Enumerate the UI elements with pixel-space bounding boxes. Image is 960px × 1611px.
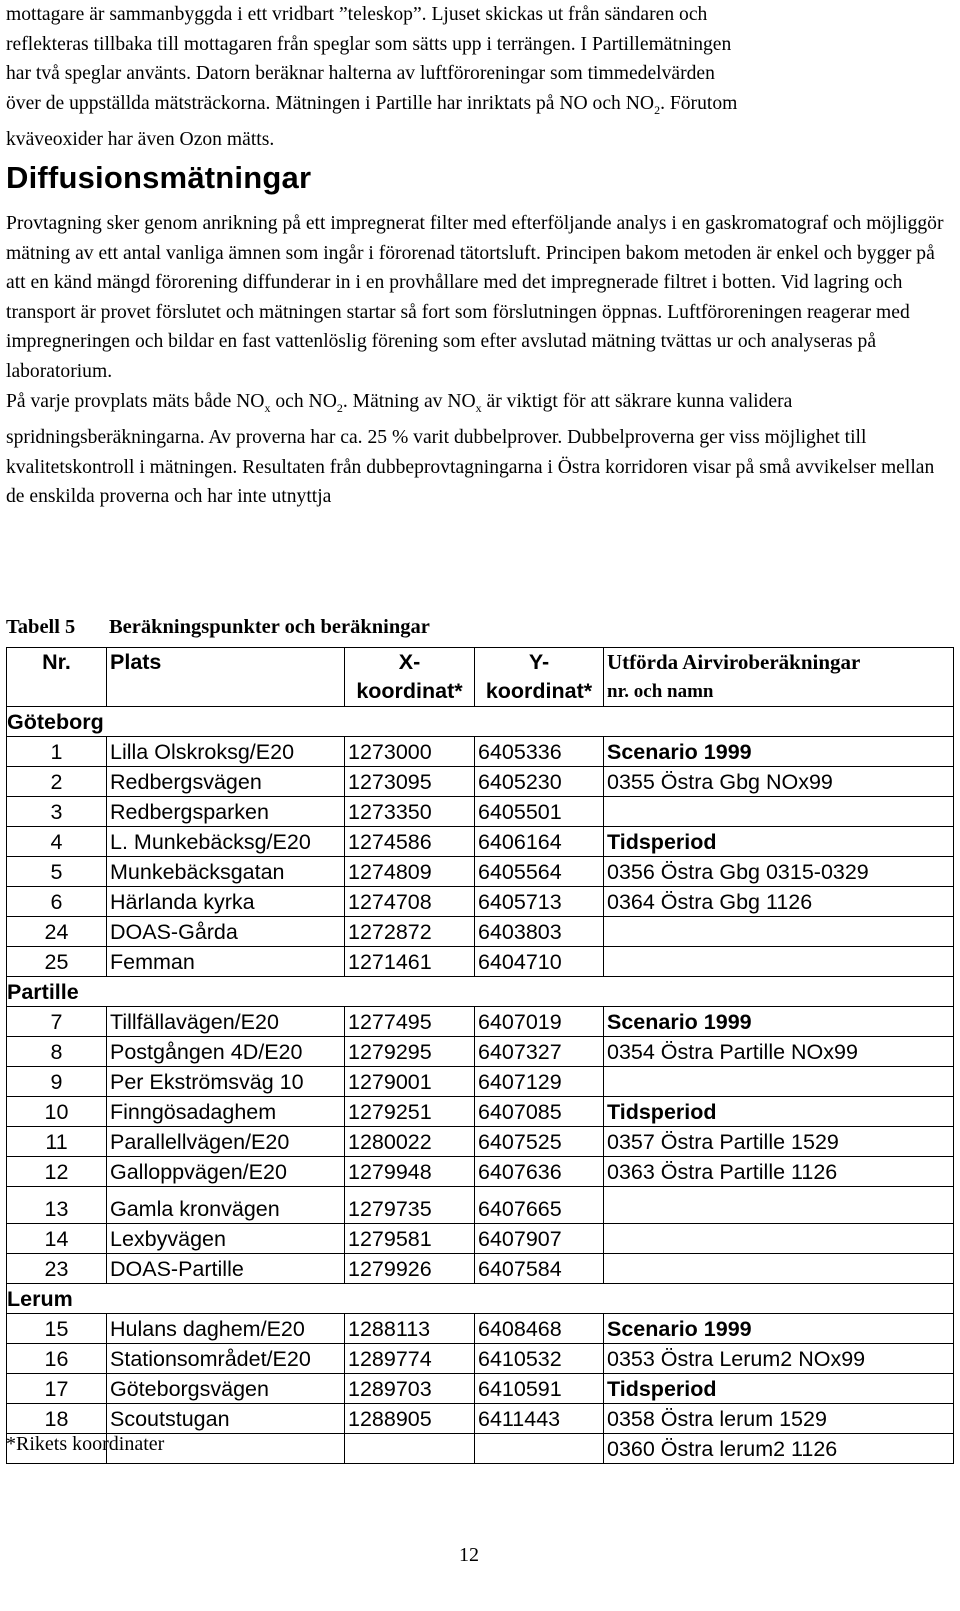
table-row <box>7 1224 954 1254</box>
cell-y-coordinate: 6410591 <box>475 1374 604 1404</box>
cell-x-coordinate: 1288113 <box>345 1314 475 1344</box>
cell-airviro <box>604 1067 954 1097</box>
header-x-line2: koordinat* <box>356 679 463 703</box>
cell-plats: Per Ekströmsväg 10 <box>107 1067 345 1097</box>
cell-airviro <box>604 1187 954 1224</box>
cell-airviro: Tidsperiod <box>604 827 954 857</box>
cell-x-coordinate: 1279948 <box>345 1157 475 1187</box>
cell-airviro: 0360 Östra lerum2 1126 <box>604 1434 954 1464</box>
cell-airviro: Tidsperiod <box>604 1097 954 1127</box>
cell-nr: 18 <box>7 1404 107 1434</box>
cell-plats: Lexbyvägen <box>107 1224 345 1254</box>
cell-plats: Härlanda kyrka <box>107 887 345 917</box>
cell-nr: 14 <box>7 1224 107 1254</box>
cell-x-coordinate: 1271461 <box>345 947 475 977</box>
cell-nr: 25 <box>7 947 107 977</box>
cell-y-coordinate <box>475 1434 604 1464</box>
intro-line-text: över de uppställda mätsträckorna. Mätningen i Partille har inriktats på NO och NO <box>6 92 655 114</box>
cell-airviro <box>604 1254 954 1284</box>
text-run: är viktigt för att säkrare kunna validera spridningsberäkningarna. Av proverna har ca. 25 % varit dubbelprover. Dubbelproverna ger viss möjlighet till kvalitetskontroll i mätningen. Resultaten från dubbeprovtagningarna i Östra korridoren visar på små avvikelser mellan de enskilda proverna och har inte utnyttja <box>6 390 935 508</box>
header-y-line2: koordinat* <box>485 679 593 703</box>
page-number: 12 <box>459 1544 479 1566</box>
cell-x-coordinate: 1274708 <box>345 887 475 917</box>
table-row <box>7 797 954 827</box>
cell-airviro: 0357 Östra Partille 1529 <box>604 1127 954 1157</box>
cell-y-coordinate: 6407907 <box>475 1224 604 1254</box>
intro-line: har två speglar använts. Datorn beräknar halterna av luftföroreningar som timmedelvärden <box>6 63 715 84</box>
table-row <box>7 1097 954 1127</box>
cell-plats: Postgången 4D/E20 <box>107 1037 345 1067</box>
section-heading: Diffusionsmätningar <box>6 160 312 195</box>
cell-x-coordinate: 1279295 <box>345 1037 475 1067</box>
table-row <box>7 1157 954 1187</box>
cell-nr: 10 <box>7 1097 107 1127</box>
cell-x-coordinate: 1277495 <box>345 1007 475 1037</box>
cell-airviro: 0358 Östra lerum 1529 <box>604 1404 954 1434</box>
cell-plats: Hulans daghem/E20 <box>107 1314 345 1344</box>
cell-y-coordinate: 6405230 <box>475 767 604 797</box>
cell-nr: 5 <box>7 857 107 887</box>
text-run: och NO <box>270 390 337 412</box>
cell-airviro: Tidsperiod <box>604 1374 954 1404</box>
intro-line-tail: . Förutom <box>660 92 738 114</box>
cell-y-coordinate: 6406164 <box>475 827 604 857</box>
table-row <box>7 1344 954 1374</box>
cell-plats: Lilla Olskroksg/E20 <box>107 737 345 767</box>
group-name: Lerum <box>7 1284 954 1314</box>
cell-airviro: 0363 Östra Partille 1126 <box>604 1157 954 1187</box>
cell-plats: Göteborgsvägen <box>107 1374 345 1404</box>
cell-nr: 9 <box>7 1067 107 1097</box>
cell-x-coordinate: 1289703 <box>345 1374 475 1404</box>
table-row <box>7 737 954 767</box>
table-caption <box>6 616 430 639</box>
header-y-coordinate <box>475 648 604 707</box>
cell-nr: 1 <box>7 737 107 767</box>
table-row <box>7 887 954 917</box>
table-row <box>7 1007 954 1037</box>
table-row <box>7 947 954 977</box>
cell-y-coordinate: 6403803 <box>475 917 604 947</box>
paragraph-method: Provtagning sker genom anrikning på ett impregnerat filter med efterföljande analys i en gaskromatograf och möjliggör mätning av ett antal vanliga ämnen som ingår i förorenad tätortsluft. Principen bakom metoden är enkel och bygger på att en känd mängd förorening diffunderar in i en provhållare med det impregnerade filtret i botten. Vid lagring och transport är provet förslutet och mätningen startar så fort som förslutningen öppnas. Luftföroreningen reagerar med impregneringen och bildar en fast vattenlöslig förening som efter avslutad mätning tvättas ur och analyseras på laboratorium. <box>6 213 944 382</box>
table-row <box>7 857 954 887</box>
header-airviro <box>604 648 954 707</box>
cell-plats: L. Munkebäcksg/E20 <box>107 827 345 857</box>
cell-plats: Parallellvägen/E20 <box>107 1127 345 1157</box>
body-text <box>6 209 951 512</box>
intro-line <box>6 89 951 125</box>
cell-y-coordinate: 6411443 <box>475 1404 604 1434</box>
cell-y-coordinate: 6407636 <box>475 1157 604 1187</box>
cell-airviro: 0354 Östra Partille NOx99 <box>604 1037 954 1067</box>
cell-nr: 23 <box>7 1254 107 1284</box>
intro-subscript: 2 <box>654 102 661 117</box>
table-row <box>7 1254 954 1284</box>
cell-plats: DOAS-Gårda <box>107 917 345 947</box>
table-row <box>7 1187 954 1224</box>
header-x-line1: X- <box>398 650 421 674</box>
intro-line: kväveoxider har även Ozon mätts. <box>6 128 275 150</box>
paragraph-sampling <box>6 387 951 512</box>
cell-nr: 6 <box>7 887 107 917</box>
cell-x-coordinate: 1288905 <box>345 1404 475 1434</box>
cell-nr: 16 <box>7 1344 107 1374</box>
intro-line: mottagare är sammanbyggda i ett vridbart ”teleskop”. Ljuset skickas ut från sändaren och <box>6 4 708 25</box>
cell-plats: Femman <box>107 947 345 977</box>
cell-x-coordinate: 1289774 <box>345 1344 475 1374</box>
table-row <box>7 1127 954 1157</box>
cell-y-coordinate: 6407665 <box>475 1187 604 1224</box>
cell-plats: Stationsområdet/E20 <box>107 1344 345 1374</box>
header-airviro-line2: nr. och namn <box>607 681 714 702</box>
cell-plats: Galloppvägen/E20 <box>107 1157 345 1187</box>
cell-y-coordinate: 6407584 <box>475 1254 604 1284</box>
cell-x-coordinate: 1280022 <box>345 1127 475 1157</box>
header-y-line1: Y- <box>528 650 550 674</box>
table-header-row <box>7 648 954 707</box>
cell-x-coordinate: 1279735 <box>345 1187 475 1224</box>
subscript: x <box>264 400 271 415</box>
table-row <box>7 767 954 797</box>
cell-nr: 24 <box>7 917 107 947</box>
cell-y-coordinate: 6407327 <box>475 1037 604 1067</box>
table-number: Tabell 5 <box>6 616 76 638</box>
cell-x-coordinate: 1279251 <box>345 1097 475 1127</box>
header-airviro-line1: Utförda Airviroberäkningar <box>607 650 861 674</box>
table-row <box>7 1404 954 1434</box>
cell-airviro: 0353 Östra Lerum2 NOx99 <box>604 1344 954 1374</box>
cell-airviro: Scenario 1999 <box>604 1314 954 1344</box>
cell-plats: Finngösadaghem <box>107 1097 345 1127</box>
footnote: *Rikets koordinater <box>6 1433 165 1455</box>
table-row <box>7 1037 954 1067</box>
group-row <box>7 1284 954 1314</box>
cell-x-coordinate: 1273000 <box>345 737 475 767</box>
group-row <box>7 977 954 1007</box>
group-row <box>7 707 954 737</box>
cell-plats: Munkebäcksgatan <box>107 857 345 887</box>
group-name: Partille <box>7 977 954 1007</box>
cell-nr: 8 <box>7 1037 107 1067</box>
cell-airviro <box>604 797 954 827</box>
cell-plats: DOAS-Partille <box>107 1254 345 1284</box>
cell-airviro: 0364 Östra Gbg 1126 <box>604 887 954 917</box>
subscript: x <box>475 400 482 415</box>
cell-nr: 3 <box>7 797 107 827</box>
cell-plats: Redbergsparken <box>107 797 345 827</box>
cell-airviro: Scenario 1999 <box>604 737 954 767</box>
table-row <box>7 917 954 947</box>
header-nr: Nr. <box>7 648 107 707</box>
table-row <box>7 1374 954 1404</box>
table-row <box>7 827 954 857</box>
cell-y-coordinate: 6405336 <box>475 737 604 767</box>
cell-x-coordinate: 1274809 <box>345 857 475 887</box>
cell-nr: 12 <box>7 1157 107 1187</box>
cell-y-coordinate: 6405564 <box>475 857 604 887</box>
header-plats: Plats <box>107 648 345 707</box>
cell-x-coordinate: 1279001 <box>345 1067 475 1097</box>
intro-text <box>6 0 951 154</box>
cell-y-coordinate: 6405501 <box>475 797 604 827</box>
cell-nr: 4 <box>7 827 107 857</box>
cell-airviro <box>604 1224 954 1254</box>
cell-y-coordinate: 6405713 <box>475 887 604 917</box>
cell-y-coordinate: 6407085 <box>475 1097 604 1127</box>
subscript: 2 <box>336 400 343 415</box>
text-run: . Mätning av NO <box>342 390 476 412</box>
cell-y-coordinate: 6408468 <box>475 1314 604 1344</box>
table-row <box>7 1067 954 1097</box>
cell-airviro: Scenario 1999 <box>604 1007 954 1037</box>
cell-plats: Tillfällavägen/E20 <box>107 1007 345 1037</box>
cell-nr: 11 <box>7 1127 107 1157</box>
cell-y-coordinate: 6404710 <box>475 947 604 977</box>
cell-x-coordinate <box>345 1434 475 1464</box>
cell-y-coordinate: 6407129 <box>475 1067 604 1097</box>
cell-plats: Scoutstugan <box>107 1404 345 1434</box>
cell-plats: Gamla kronvägen <box>107 1187 345 1224</box>
cell-airviro <box>604 917 954 947</box>
calculation-points-table <box>6 647 954 1464</box>
group-name: Göteborg <box>7 707 954 737</box>
cell-airviro: 0355 Östra Gbg NOx99 <box>604 767 954 797</box>
table-row <box>7 1314 954 1344</box>
cell-nr: 13 <box>7 1187 107 1224</box>
cell-airviro <box>604 947 954 977</box>
cell-y-coordinate: 6407019 <box>475 1007 604 1037</box>
cell-nr: 7 <box>7 1007 107 1037</box>
table-title: Beräkningspunkter och beräkningar <box>109 616 430 638</box>
cell-y-coordinate: 6410532 <box>475 1344 604 1374</box>
cell-x-coordinate: 1273095 <box>345 767 475 797</box>
cell-plats: Redbergsvägen <box>107 767 345 797</box>
cell-x-coordinate: 1273350 <box>345 797 475 827</box>
text-run: På varje provplats mäts både NO <box>6 390 265 412</box>
cell-x-coordinate: 1272872 <box>345 917 475 947</box>
cell-nr: 2 <box>7 767 107 797</box>
cell-x-coordinate: 1279581 <box>345 1224 475 1254</box>
cell-nr: 15 <box>7 1314 107 1344</box>
cell-y-coordinate: 6407525 <box>475 1127 604 1157</box>
cell-x-coordinate: 1274586 <box>345 827 475 857</box>
header-x-coordinate <box>345 648 475 707</box>
cell-airviro: 0356 Östra Gbg 0315-0329 <box>604 857 954 887</box>
intro-line: reflekteras tillbaka till mottagaren från speglar som sätts upp i terrängen. I Partillemätningen <box>6 33 732 55</box>
cell-nr: 17 <box>7 1374 107 1404</box>
cell-x-coordinate: 1279926 <box>345 1254 475 1284</box>
